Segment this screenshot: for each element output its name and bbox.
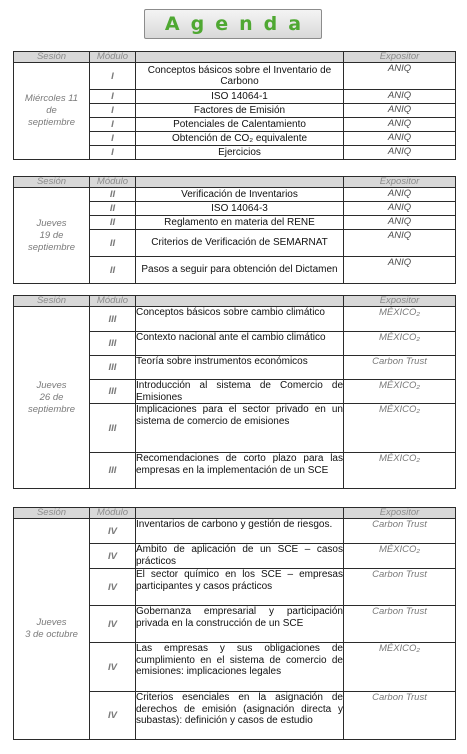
header-sesion: Sesión xyxy=(14,296,90,307)
speaker-cell: ANIQ xyxy=(344,118,456,132)
table-header xyxy=(14,177,456,188)
header-expositor: Expositor xyxy=(344,52,456,63)
session-line: 19 de xyxy=(39,229,64,241)
session-line: Jueves xyxy=(36,379,67,391)
session-line: 26 de xyxy=(39,391,64,403)
speaker-cell: ANIQ xyxy=(344,257,456,284)
speaker-cell: MÉXICO₂ xyxy=(344,332,456,356)
module-cell: IV xyxy=(90,692,136,740)
speaker-cell: ANIQ xyxy=(344,63,456,90)
topic-cell: Inventarios de carbono y gestión de riesgos. xyxy=(136,519,344,544)
session-cell xyxy=(14,307,90,489)
header-modulo: Módulo xyxy=(90,508,136,519)
header-expositor: Expositor xyxy=(344,296,456,307)
module-cell: II xyxy=(90,202,136,216)
session-cell xyxy=(14,63,90,160)
topic-cell: Teoría sobre instrumentos económicos xyxy=(136,356,344,380)
topic-cell: Conceptos básicos sobre el Inventario de Carbono xyxy=(136,63,344,90)
topic-cell: Conceptos básicos sobre cambio climático xyxy=(136,307,344,332)
module-cell: IV xyxy=(90,643,136,692)
topic-cell: Recomendaciones de corto plazo para las empresas en la implementación de un SCE xyxy=(136,453,344,489)
module-cell: III xyxy=(90,380,136,404)
header-sesion: Sesión xyxy=(14,52,90,63)
module-cell: II xyxy=(90,188,136,202)
session-line: septiembre xyxy=(28,403,75,415)
header-tema xyxy=(136,177,344,188)
table-header xyxy=(14,296,456,307)
module-cell: IV xyxy=(90,569,136,606)
module-cell: I xyxy=(90,63,136,90)
header-modulo: Módulo xyxy=(90,296,136,307)
module-cell: III xyxy=(90,404,136,453)
module-cell: II xyxy=(90,216,136,230)
speaker-cell: MÉXICO₂ xyxy=(344,380,456,404)
table-row xyxy=(14,519,456,544)
session-cell xyxy=(14,519,90,740)
session-line: septiembre xyxy=(28,117,75,128)
header-sesion: Sesión xyxy=(14,508,90,519)
header-tema xyxy=(136,296,344,307)
module-cell: III xyxy=(90,332,136,356)
speaker-cell: MÉXICO₂ xyxy=(344,404,456,453)
module-cell: IV xyxy=(90,519,136,544)
topic-cell: Obtención de CO₂ equivalente xyxy=(136,132,344,146)
speaker-cell: Carbon Trust xyxy=(344,569,456,606)
topic-cell: El sector químico en los SCE – empresas participantes y casos prácticos xyxy=(136,569,344,606)
topic-cell: Criterios esenciales en la asignación de derechos de emisión (asignación directa y subastas): definición y casos de estudio xyxy=(136,692,344,740)
topic-cell: Pasos a seguir para obtención del Dictamen xyxy=(136,257,344,284)
module-cell: I xyxy=(90,146,136,160)
header-modulo: Módulo xyxy=(90,52,136,63)
topic-cell: Verificación de Inventarios xyxy=(136,188,344,202)
module-cell: I xyxy=(90,118,136,132)
session-table-3 xyxy=(13,295,456,489)
speaker-cell: ANIQ xyxy=(344,132,456,146)
speaker-cell: ANIQ xyxy=(344,216,456,230)
session-table-1 xyxy=(13,51,456,160)
speaker-cell: Carbon Trust xyxy=(344,692,456,740)
topic-cell: Contexto nacional ante el cambio climático xyxy=(136,332,344,356)
topic-cell: Ejercicios xyxy=(136,146,344,160)
session-line: 3 de octubre xyxy=(25,629,78,640)
header-tema xyxy=(136,52,344,63)
table-header xyxy=(14,508,456,519)
session-line: Miércoles 11 xyxy=(24,93,79,104)
speaker-cell: ANIQ xyxy=(344,202,456,216)
session-table-4 xyxy=(13,507,456,740)
speaker-cell: ANIQ xyxy=(344,188,456,202)
header-tema xyxy=(136,508,344,519)
topic-cell: Reglamento en materia del RENE xyxy=(136,216,344,230)
table-row xyxy=(14,188,456,202)
topic-cell: Factores de Emisión xyxy=(136,104,344,118)
speaker-cell: Carbon Trust xyxy=(344,356,456,380)
session-line: de xyxy=(46,105,57,116)
module-cell: IV xyxy=(90,544,136,569)
speaker-cell: ANIQ xyxy=(344,230,456,257)
module-cell: I xyxy=(90,132,136,146)
speaker-cell: MÉXICO₂ xyxy=(344,307,456,332)
module-cell: III xyxy=(90,356,136,380)
speaker-cell: MÉXICO₂ xyxy=(344,453,456,489)
topic-cell: ISO 14064-3 xyxy=(136,202,344,216)
module-cell: IV xyxy=(90,606,136,643)
topic-cell: Ámbito de aplicación de un SCE – casos prácticos xyxy=(136,544,343,567)
agenda-title: Agenda xyxy=(164,13,313,35)
topic-cell: Las empresas y sus obligaciones de cumplimiento en el sistema de comercio de emisiones: implicaciones legales xyxy=(136,643,344,692)
module-cell: I xyxy=(90,90,136,104)
session-line: septiembre xyxy=(28,241,75,253)
module-cell: II xyxy=(90,257,136,284)
table-header xyxy=(14,52,456,63)
header-sesion: Sesión xyxy=(14,177,90,188)
speaker-cell: Carbon Trust xyxy=(344,519,456,544)
session-table-2 xyxy=(13,176,456,284)
speaker-cell: MÉXICO₂ xyxy=(344,643,456,692)
module-cell: III xyxy=(90,453,136,489)
topic-cell: Potenciales de Calentamiento xyxy=(136,118,344,132)
session-line: Jueves xyxy=(36,617,67,628)
speaker-cell: ANIQ xyxy=(344,146,456,160)
module-cell: II xyxy=(90,230,136,257)
session-line: Jueves xyxy=(36,217,67,229)
topic-cell: Criterios de Verificación de SEMARNAT xyxy=(136,230,344,257)
table-row xyxy=(14,307,456,332)
speaker-cell: MÉXICO₂ xyxy=(344,544,456,569)
module-cell: III xyxy=(90,307,136,332)
module-cell: I xyxy=(90,104,136,118)
topic-cell: ISO 14064-1 xyxy=(136,90,344,104)
header-modulo: Módulo xyxy=(90,177,136,188)
topic-cell: Implicaciones para el sector privado en un sistema de comercio de emisiones xyxy=(136,404,344,453)
agenda-title-box xyxy=(144,9,322,39)
session-cell xyxy=(14,188,90,284)
header-expositor: Expositor xyxy=(344,508,456,519)
speaker-cell: ANIQ xyxy=(344,104,456,118)
topic-cell: Introducción al sistema de Comercio de Emisiones xyxy=(136,380,343,403)
speaker-cell: ANIQ xyxy=(344,90,456,104)
speaker-cell: Carbon Trust xyxy=(344,606,456,643)
topic-cell: Gobernanza empresarial y participación privada en la construcción de un SCE xyxy=(136,606,344,643)
table-row xyxy=(14,63,456,90)
header-expositor: Expositor xyxy=(344,177,456,188)
